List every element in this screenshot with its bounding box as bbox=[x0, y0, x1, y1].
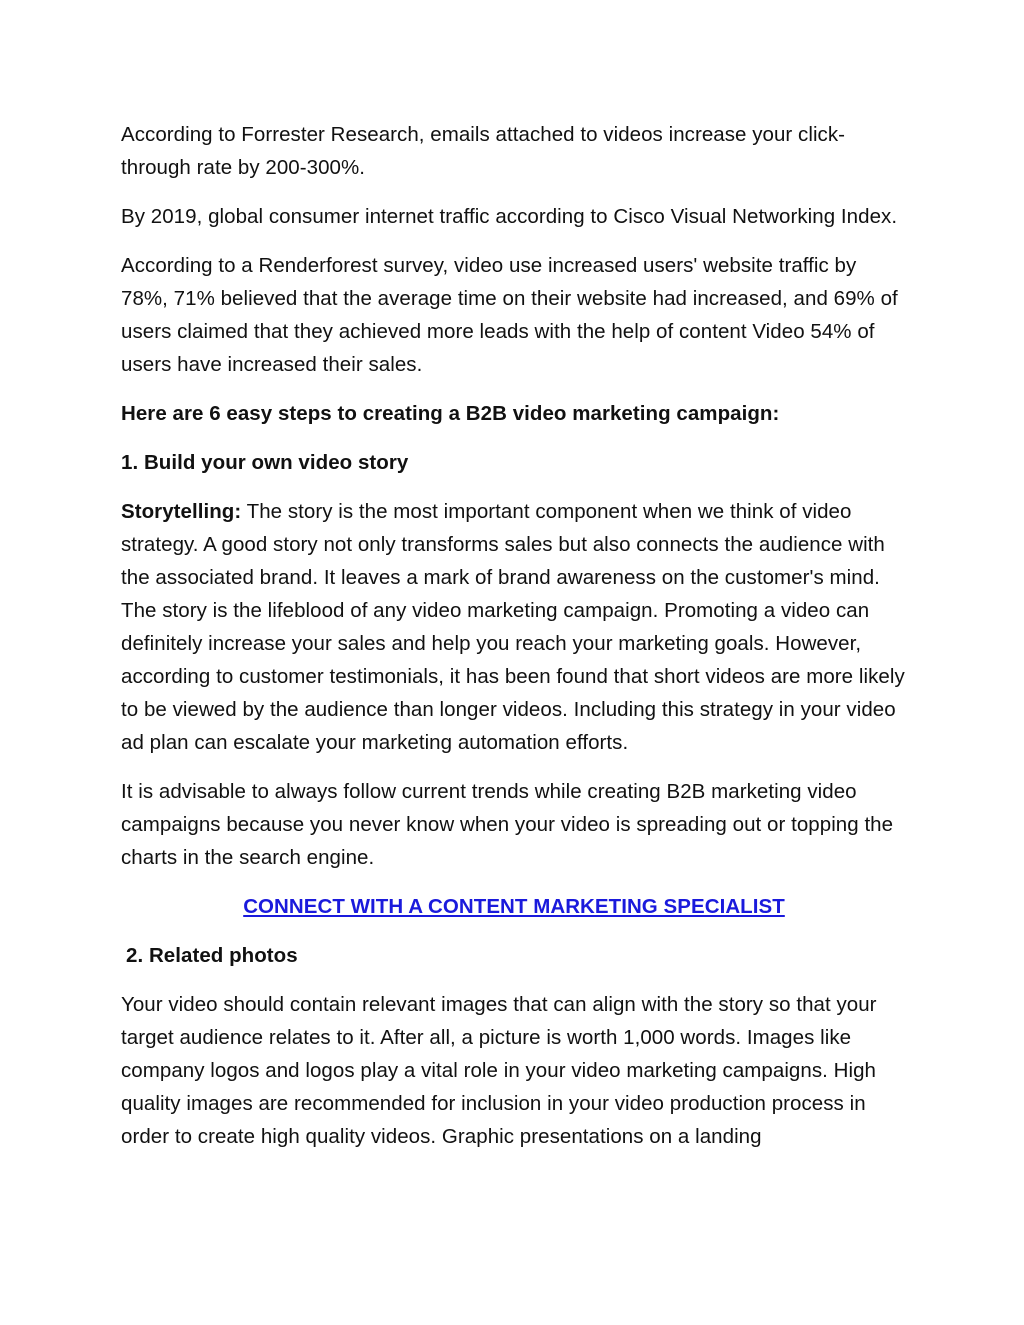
step1-heading: 1. Build your own video story bbox=[121, 451, 409, 474]
paragraph-storytelling bbox=[121, 495, 907, 759]
document-page bbox=[121, 118, 907, 1169]
paragraph-forrester: According to Forrester Research, emails attached to videos increase your click-through rate by 200-300%. bbox=[121, 123, 846, 179]
storytelling-text: The story is the most important component when we think of video strategy. A good story not only transforms sales but also connects the audience with the associated brand. It leaves a mark of brand awareness on the customer's mind. The story is the lifeblood of any video marketing campaign. Promoting a video can definitely increase your sales and help you reach your marketing goals. However, according to customer testimonials, it has been found that short videos are more likely to be viewed by the audience than longer videos. Including this strategy in your video ad plan can escalate your marketing automation efforts. bbox=[121, 500, 905, 754]
storytelling-label: Storytelling: bbox=[121, 500, 242, 523]
paragraph-cisco: By 2019, global consumer internet traffic according to Cisco Visual Networking Index. bbox=[121, 205, 898, 228]
cta-link-container bbox=[121, 890, 907, 923]
paragraph-photos: Your video should contain relevant images that can align with the story so that your target audience relates to it. After all, a picture is worth 1,000 words. Images like company logos and logos play a vital role in your video marketing campaigns. High quality images are recommended for inclusion in your video production process in order to create high quality videos. Graphic presentations on a landing bbox=[121, 993, 877, 1148]
step2-heading: 2. Related photos bbox=[126, 944, 298, 967]
paragraph-renderforest: According to a Renderforest survey, video use increased users' website traffic by 78%, 71% believed that the average time on their website had increased, and 69% of users claimed that they achieved more leads with the help of content Video 54% of users have increased their sales. bbox=[121, 254, 898, 376]
cta-link[interactable]: CONNECT WITH A CONTENT MARKETING SPECIALIST bbox=[243, 895, 785, 918]
paragraph-trends: It is advisable to always follow current trends while creating B2B marketing video campaigns because you never know when your video is spreading out or topping the charts in the search engine. bbox=[121, 780, 894, 869]
intro-heading: Here are 6 easy steps to creating a B2B video marketing campaign: bbox=[121, 402, 780, 425]
